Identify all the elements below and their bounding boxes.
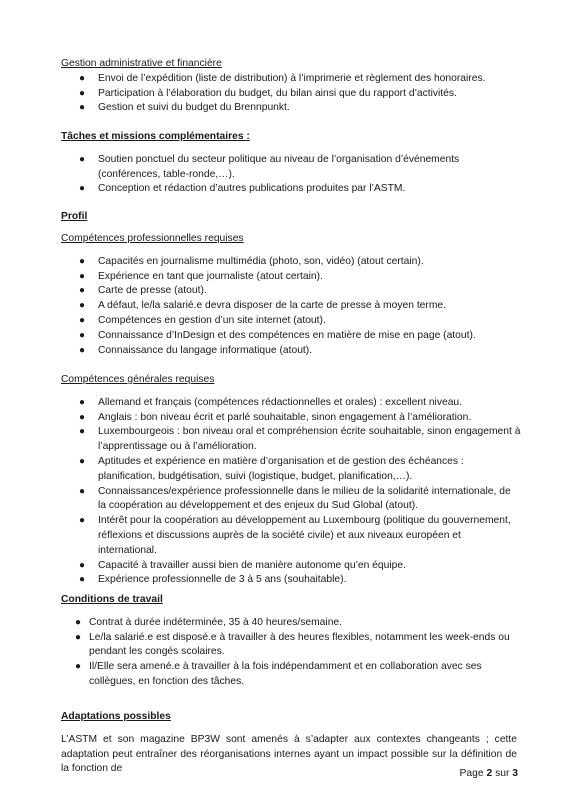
page-number: Page 2 sur 3 bbox=[459, 768, 518, 779]
list-item: ● Participation à l’élaboration du budget, du bilan ainsi que du rapport d’activités. bbox=[61, 87, 521, 102]
list-item: ● Gestion et suivi du budget du Brennpunkt. bbox=[61, 101, 521, 116]
paragraph: L’ASTM et son magazine BP3W sont amenés à s’adapter aux contextes changeants ; cette adaptation peut entraîner des réorganisations internes ayant un impact possible sur la définition de la fonction de bbox=[61, 733, 517, 775]
section-heading: Conditions de travail bbox=[61, 594, 163, 605]
list-item: ● Connaissances/expérience professionnelle dans le milieu de la solidarité internationale, de la coopération au développement et des enjeux du Sud Global (atout). bbox=[79, 485, 511, 512]
section-subtitle: Compétences générales requises bbox=[61, 374, 215, 385]
bullet-icon: ● bbox=[75, 661, 82, 673]
list-item: ● Luxembourgeois : bon niveau oral et compréhension écrite souhaitable, sinon engagement à l’apprentissage ou à l’amélioration. bbox=[79, 426, 521, 453]
bullet-list bbox=[61, 153, 521, 197]
list-item: ● Contrat à durée indéterminée, 35 à 40 heures/semaine. bbox=[61, 616, 521, 631]
bullet-icon: ● bbox=[79, 153, 86, 165]
bullet-icon: ● bbox=[79, 559, 86, 571]
bullet-icon: ● bbox=[79, 72, 86, 84]
bullet-icon: ● bbox=[79, 102, 86, 114]
list-item: ● Il/Elle sera amené.e à travailler à la fois indépendamment et en collaboration avec ses collègues, en fonction des tâches. bbox=[75, 661, 482, 687]
list-item: ● Le/la salarié.e est disposé.e à travailler à des heures flexibles, notamment les week-ends ou pendant les congés scolaires. bbox=[75, 631, 510, 658]
section-subtitle: Compétences professionnelles requises bbox=[61, 233, 244, 244]
section-conditions bbox=[61, 593, 521, 690]
bullet-icon: ● bbox=[79, 300, 86, 312]
list-item: ● Intérêt pour la coopération au développement au Luxembourg (politique du gouvernement, réflexions et discussions auprès de la société civile) et aux niveaux européen et international. bbox=[79, 515, 511, 556]
list-item: ● Expérience professionnelle de 3 à 5 ans (souhaitable). bbox=[61, 573, 521, 588]
bullet-icon: ● bbox=[79, 411, 86, 423]
list-item: ● Capacité à travailler aussi bien de manière autonome qu’en équipe. bbox=[61, 559, 521, 574]
list-item: ● Connaissance du langage informatique (atout). bbox=[61, 344, 521, 359]
list-item: ● Anglais : bon niveau écrit et parlé souhaitable, sinon engagement à l’amélioration. bbox=[61, 411, 521, 426]
list-item: ● Allemand et français (compétences rédactionnelles et orales) : excellent niveau. bbox=[61, 396, 521, 411]
list-item: ● Carte de presse (atout). bbox=[61, 284, 521, 299]
bullet-icon: ● bbox=[75, 631, 82, 643]
list-item: ● Aptitudes et expérience en matière d’organisation et de gestion des échéances : planification, budgétisation, suivi (logistique, budget, planification,…). bbox=[79, 455, 464, 482]
bullet-icon: ● bbox=[79, 329, 86, 341]
bullet-icon: ● bbox=[79, 455, 86, 467]
bullet-list bbox=[61, 255, 521, 359]
section-taches bbox=[61, 130, 521, 197]
section-competences-generales bbox=[61, 373, 521, 588]
list-item: ● Expérience en tant que journaliste (atout certain). bbox=[61, 270, 521, 285]
bullet-icon: ● bbox=[79, 314, 86, 326]
bullet-list bbox=[61, 72, 521, 116]
section-competences-pro bbox=[61, 232, 521, 358]
section-gestion bbox=[61, 57, 521, 116]
list-item: ● Connaissance d’InDesign et des compétences en matière de mise en page (atout). bbox=[61, 329, 521, 344]
section-heading: Tâches et missions complémentaires : bbox=[61, 131, 250, 142]
bullet-list bbox=[61, 616, 521, 690]
bullet-icon: ● bbox=[79, 87, 86, 99]
list-item: ● Soutien ponctuel du secteur politique au niveau de l’organisation d’événements (conférences, table-ronde,…). bbox=[79, 153, 460, 180]
bullet-icon: ● bbox=[79, 183, 86, 195]
list-item: ● Conception et rédaction d’autres publications produites par l’ASTM. bbox=[61, 182, 521, 197]
bullet-icon: ● bbox=[79, 255, 86, 267]
list-item: ● Capacités en journalisme multimédia (photo, son, vidéo) (atout certain). bbox=[61, 255, 521, 270]
section-subtitle: Gestion administrative et financière bbox=[61, 58, 222, 69]
list-item: ● A défaut, le/la salarié.e devra disposer de la carte de presse à moyen terme. bbox=[61, 299, 521, 314]
bullet-icon: ● bbox=[79, 344, 86, 356]
bullet-icon: ● bbox=[75, 616, 82, 628]
list-item: ● Envoi de l’expédition (liste de distribution) à l’imprimerie et règlement des honoraires. bbox=[61, 72, 521, 87]
section-heading: Profil bbox=[61, 211, 88, 222]
bullet-icon: ● bbox=[79, 485, 86, 497]
section-adaptations bbox=[61, 710, 517, 777]
bullet-icon: ● bbox=[79, 270, 86, 282]
list-item: ● Compétences en gestion d’un site internet (atout). bbox=[61, 314, 521, 329]
bullet-icon: ● bbox=[79, 396, 86, 408]
bullet-icon: ● bbox=[79, 574, 86, 586]
bullet-icon: ● bbox=[79, 426, 86, 438]
bullet-icon: ● bbox=[79, 515, 86, 527]
bullet-icon: ● bbox=[79, 285, 86, 297]
section-profil bbox=[61, 210, 521, 225]
bullet-list bbox=[61, 396, 521, 588]
section-heading: Adaptations possibles bbox=[61, 711, 171, 722]
